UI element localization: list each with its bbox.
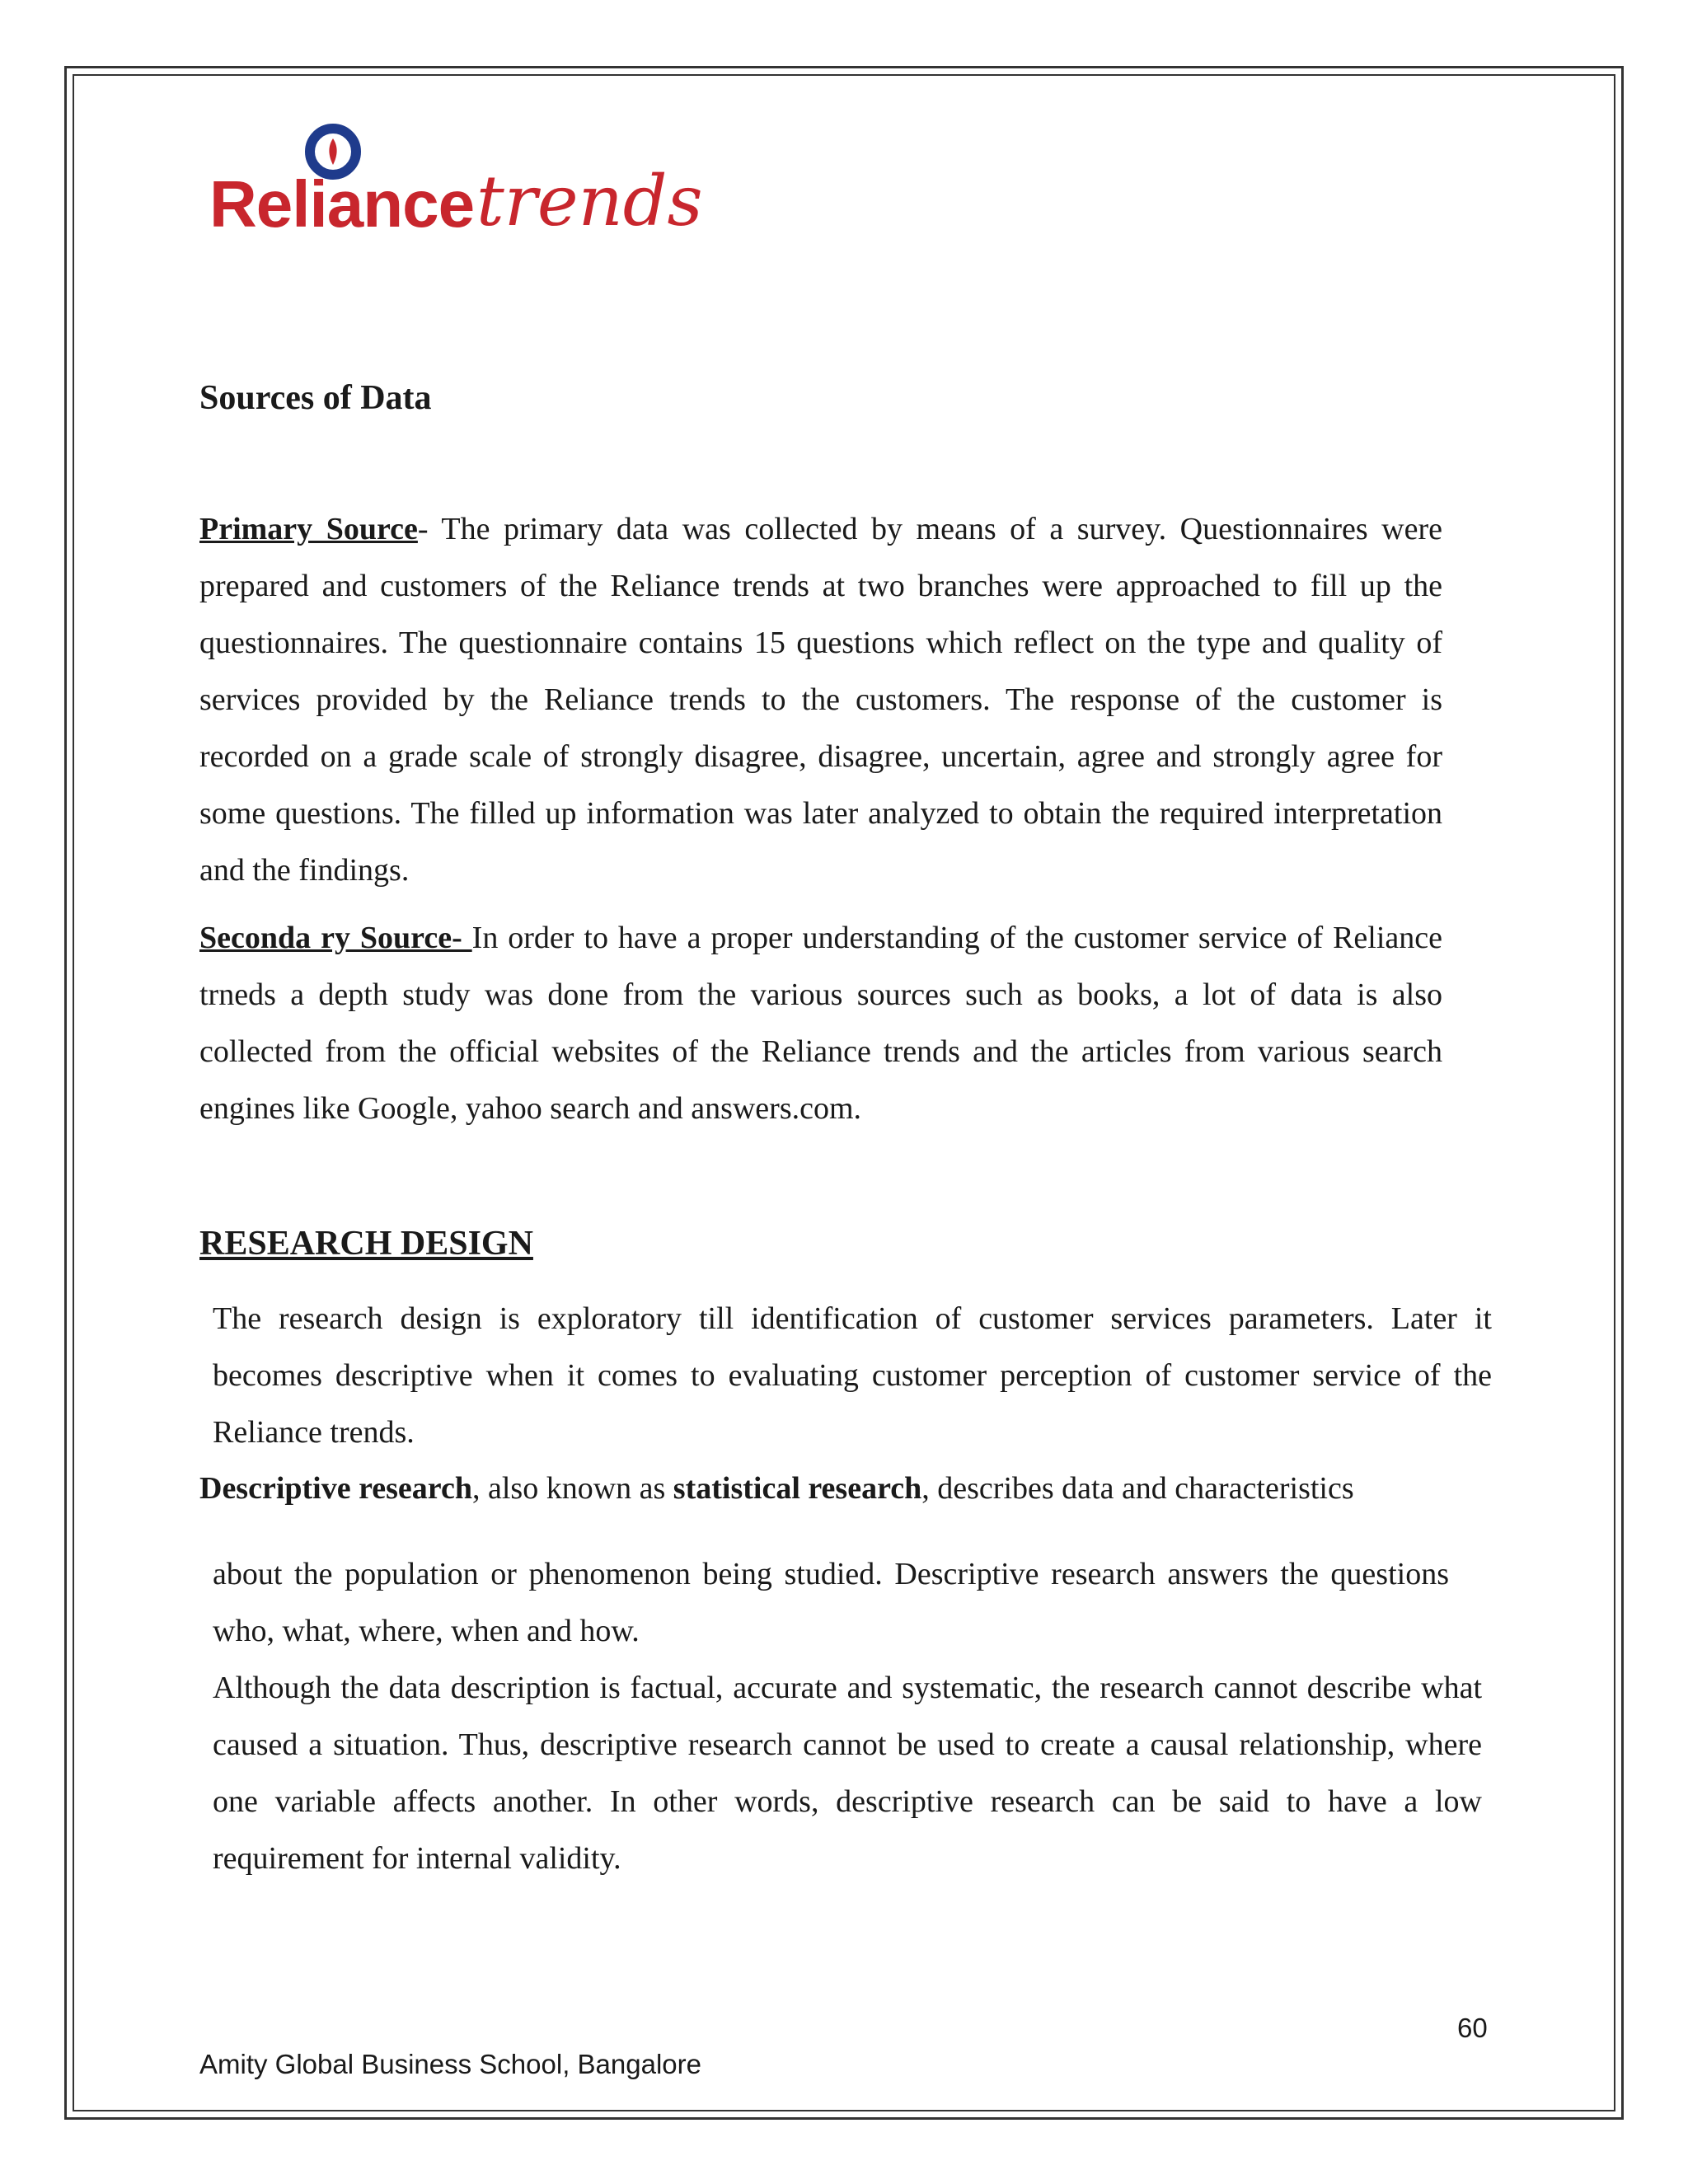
- descriptive-mid-text: , also known as: [471, 1471, 673, 1506]
- secondary-source-text: In order to have a proper understanding of the customer service of Reliance trneds a depth study was done from the various sources such as books, a lot of data is also collected from the official websites of the Reliance trends and the articles from various search engines like Google, yahoo search and answers.com.: [199, 921, 1442, 1126]
- research-design-intro: [213, 1291, 1492, 1461]
- population-paragraph: [213, 1546, 1449, 1660]
- secondary-source-paragraph: [199, 910, 1442, 1137]
- statistical-research-term: statistical research: [673, 1471, 922, 1506]
- descriptive-definition-line: [199, 1460, 1518, 1517]
- research-design-heading: RESEARCH DESIGN: [199, 1225, 533, 1263]
- primary-source-text: - The primary data was collected by means of a survey. Questionnaires were prepared and customers of the Reliance trends at two branches were approached to fill up the questionnaires. The questionnaire contains 15 questions which reflect on the type and quality of services provided by the Reliance trends to the customers. The response of the customer is recorded on a grade scale of strongly disagree, disagree, uncertain, agree and strongly agree for some questions. The filled up information was later analyzed to obtain the required interpretation and the findings.: [199, 512, 1442, 888]
- primary-source-paragraph: [199, 501, 1442, 899]
- footer-school-name: Amity Global Business School, Bangalore: [199, 2049, 701, 2079]
- population-paragraph-text: about the population or phenomenon being studied. Descriptive research answers the questions who, what, where, when and how.: [213, 1557, 1449, 1648]
- logo-word-reliance: Reliance: [209, 167, 475, 241]
- secondary-source-label: Seconda ry Source-: [199, 921, 472, 955]
- descriptive-rest-text: , describes data and characteristics: [921, 1471, 1354, 1506]
- primary-source-label: Primary Source: [199, 512, 418, 546]
- research-design-intro-text: The research design is exploratory till identification of customer services parameters. Later it becomes descriptive when it comes to evaluating customer perception of customer service of the Reliance trends.: [213, 1301, 1492, 1450]
- descriptive-research-term: Descriptive research: [199, 1471, 472, 1506]
- sources-heading: Sources of Data: [199, 379, 432, 417]
- page-number: 60: [1457, 2013, 1488, 2043]
- logo-word-trends: trends: [476, 161, 703, 241]
- although-paragraph: [213, 1660, 1482, 1887]
- although-paragraph-text: Although the data description is factual, accurate and systematic, the research cannot describe what caused a situation. Thus, descriptive research cannot be used to create a causal relationship, where one variable affects another. In other words, descriptive research can be said to have a low requirement for internal validity.: [213, 1671, 1482, 1876]
- reliance-trends-logo: [203, 117, 701, 246]
